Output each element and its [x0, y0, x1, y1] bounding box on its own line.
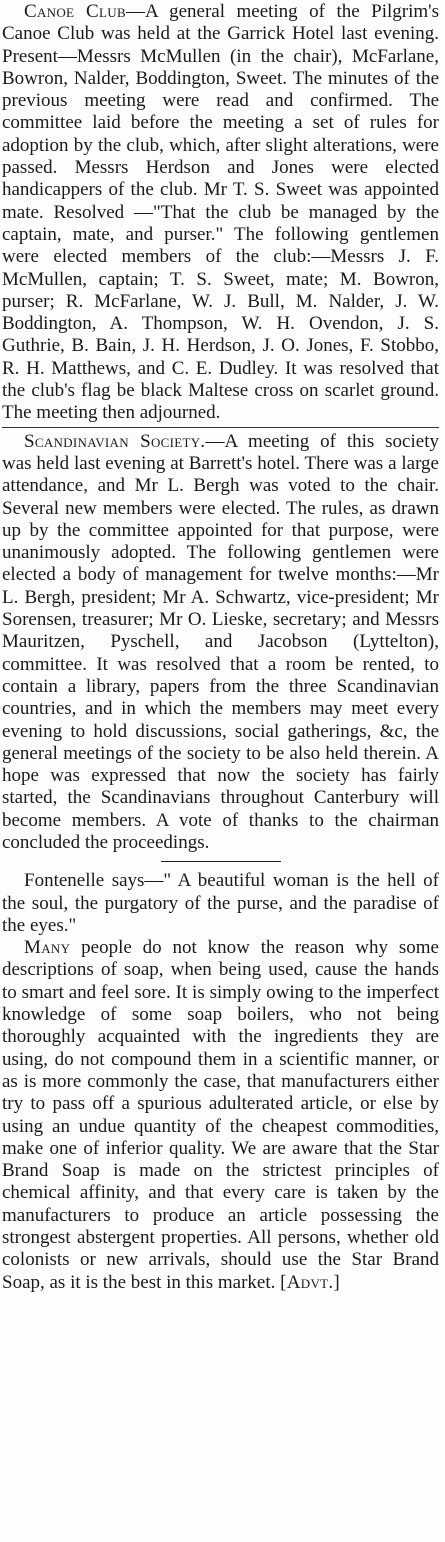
column-divider [2, 427, 439, 428]
fontenelle-quote-text: Fontenelle says—" A beautiful woman is the hell of the soul, the purgatory of the purse, and the paradise of the eyes." [2, 870, 439, 936]
advt-tag: [Advt.] [280, 1271, 341, 1293]
canoe-club-body: —A general meeting of the Pilgrim's Canoe Club was held at the Garrick Hotel last evening. Present—Messrs McMullen (in the chair), McFarlane, Bowron, Nalder, Boddington, Sweet. The minutes of the previous meeting were read and confirmed. The committee laid before the meeting a set of rules for adoption by the club, which, after slight alterations, were passed. Messrs Herdson and Jones were elected handicappers of the club. Mr T. S. Sweet was appointed mate. Resolved —"That the club be managed by the captain, mate, and purser." The following gentlemen were elected members of the club:—Messrs J. F. McMullen, captain; T. S. Sweet, mate; M. Bowron, purser; R. McFarlane, W. J. Bull, M. Nalder, J. W. Boddington, A. Thompson, W. H. Ovendon, J. S. Guthrie, B. Bain, J. H. Herdson, J. O. Jones, F. Stobbo, R. H. Matthews, and C. E. Dudley. It was resolved that the club's flag be black Maltese cross on scarlet ground. The meeting then adjourned. [2, 1, 439, 424]
soap-advertisement [2, 937, 439, 1294]
scandinavian-society-heading: Scandinavian Society. [24, 430, 206, 452]
soap-ad-lead: Many [24, 937, 71, 959]
canoe-club-article [2, 0, 439, 425]
scandinavian-society-body: —A meeting of this society was held last evening at Barrett's hotel. There was a large attendance, and Mr L. Bergh was voted to the chair. Several new members were elected. The rules, as drawn up by the committee appointed for that purpose, were unanimously adopted. The following gentlemen were elected a body of management for twelve months:—Mr L. Bergh, president; Mr A. Schwartz, vice-president; Mr Sorensen, treasurer; Mr O. Lieske, secretary; and Messrs Mauritzen, Pyschell, and Jacobson (Lyttelton), committee. It was resolved that a room be rented, to contain a library, papers from the three Scandinavian countries, and in which the members may meet every evening to hold discussions, social gatherings, &c, the general meetings of the society to be also held therein. A hope was expressed that now the society has fairly started, the Scandinavians throughout Canterbury will become members. A vote of thanks to the chairman concluded the proceedings. [2, 430, 439, 853]
section-rule [161, 861, 281, 862]
fontenelle-quote [2, 870, 439, 937]
canoe-club-heading: Canoe Club [24, 1, 126, 22]
soap-ad-body: people do not know the reason why some descriptions of soap, when being used, cause the hands to smart and feel sore. It is simply owing to the imperfect knowledge of some soap boilers, who not being thoroughly acquainted with the ingredients they are using, do not compound them in a scientific manner, or as is more commonly the case, that manufacturers either try to pass off a spurious adulterated article, or else by using an undue quantity of the cheapest commodities, make one of inferior quality. We are aware that the Star Brand Soap is made on the strictest principles of chemical affinity, and that every care is taken by the manufacturers to produce an article possessing the strongest abstergent properties. All persons, whether old colonists or new arrivals, should use the Star Brand Soap, as it is the best in this market. [2, 937, 439, 1293]
scandinavian-society-article [2, 431, 439, 855]
